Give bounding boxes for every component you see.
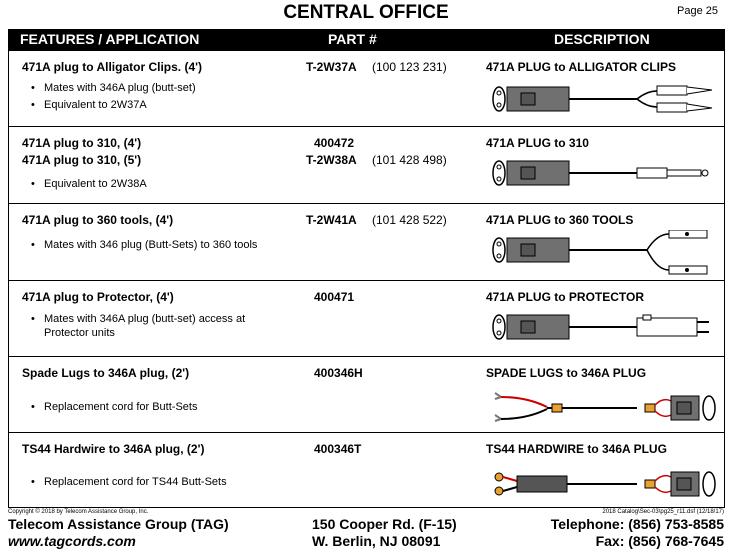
- table-row: [9, 204, 724, 281]
- row-description: 471A PLUG to 310: [486, 136, 589, 150]
- row-title: 471A plug to 360 tools, (4'): [22, 213, 174, 227]
- part-number: T-2W41A: [306, 213, 357, 227]
- row-title: Spade Lugs to 346A plug, (2'): [22, 366, 190, 380]
- row-title: 471A plug to Protector, (4'): [22, 290, 174, 304]
- address-line-2: W. Berlin, NJ 08091: [312, 533, 441, 549]
- part-code: (100 123 231): [372, 60, 447, 74]
- part-number: 400346H: [314, 366, 363, 380]
- copyright: Copyright © 2018 by Telecom Assistance Group, Inc.: [8, 509, 149, 515]
- table-row: [9, 51, 724, 127]
- part-number: 400472: [314, 136, 355, 150]
- telephone: Telephone: (856) 753-8585: [550, 516, 724, 532]
- header-features: FEATURES / APPLICATION: [20, 31, 200, 47]
- row-description: 471A PLUG to ALLIGATOR CLIPS: [486, 60, 677, 74]
- fax: Fax: (856) 768-7645: [595, 533, 724, 549]
- table-row: [9, 357, 724, 433]
- catalog-reference: 2018 Catalog\Sec-03\pg25_r11.dsf (12/18/17): [602, 509, 724, 515]
- row-title: 471A plug to 310, (5'): [22, 153, 142, 167]
- page-number: Page 25: [677, 5, 718, 17]
- bullet-item: • Mates with 346A plug (butt-set) access at Protector units: [31, 312, 245, 340]
- header-description: DESCRIPTION: [554, 31, 650, 47]
- row-description: 471A PLUG to PROTECTOR: [486, 290, 645, 304]
- table-header: [8, 29, 725, 50]
- row-description: SPADE LUGS to 346A PLUG: [486, 366, 647, 380]
- row-title: 471A plug to Alligator Clips. (4'): [22, 60, 202, 74]
- 360-tools-cord-illustration: [487, 230, 723, 276]
- product-table: [8, 50, 725, 508]
- address-line-1: 150 Cooper Rd. (F-15): [312, 516, 457, 532]
- row-description: TS44 HARDWIRE to 346A PLUG: [486, 442, 667, 456]
- bullet-item: • Mates with 346A plug (butt-set): [31, 81, 196, 95]
- part-number: 400471: [314, 290, 355, 304]
- bullet-item: • Equivalent to 2W37A: [31, 98, 147, 112]
- bullet-item: • Mates with 346 plug (Butt-Sets) to 360 tools: [31, 238, 257, 252]
- part-code: (101 428 522): [372, 213, 447, 227]
- ts44-hardwire-cord-illustration: [487, 461, 723, 503]
- table-row: [9, 433, 724, 507]
- company-name: Telecom Assistance Group (TAG): [8, 516, 229, 532]
- header-part: PART #: [328, 31, 377, 47]
- table-row: [9, 127, 724, 204]
- bullet-item: • Replacement cord for TS44 Butt-Sets: [31, 475, 227, 489]
- website-link[interactable]: www.tagcords.com: [8, 533, 136, 549]
- row-title: TS44 Hardwire to 346A plug, (2'): [22, 442, 205, 456]
- table-row: [9, 281, 724, 357]
- spade-lug-cord-illustration: [487, 385, 723, 427]
- alligator-cord-illustration: [487, 81, 723, 117]
- bullet-item: • Equivalent to 2W38A: [31, 177, 147, 191]
- row-description: 471A PLUG to 360 TOOLS: [486, 213, 634, 227]
- part-number: T-2W38A: [306, 153, 357, 167]
- bullet-item: • Replacement cord for Butt-Sets: [31, 400, 197, 414]
- page-title: CENTRAL OFFICE: [283, 2, 449, 23]
- 310-plug-cord-illustration: [487, 155, 723, 191]
- part-number: T-2W37A: [306, 60, 357, 74]
- part-code: (101 428 498): [372, 153, 447, 167]
- protector-cord-illustration: [487, 308, 723, 346]
- row-title: 471A plug to 310, (4'): [22, 136, 142, 150]
- part-number: 400346T: [314, 442, 362, 456]
